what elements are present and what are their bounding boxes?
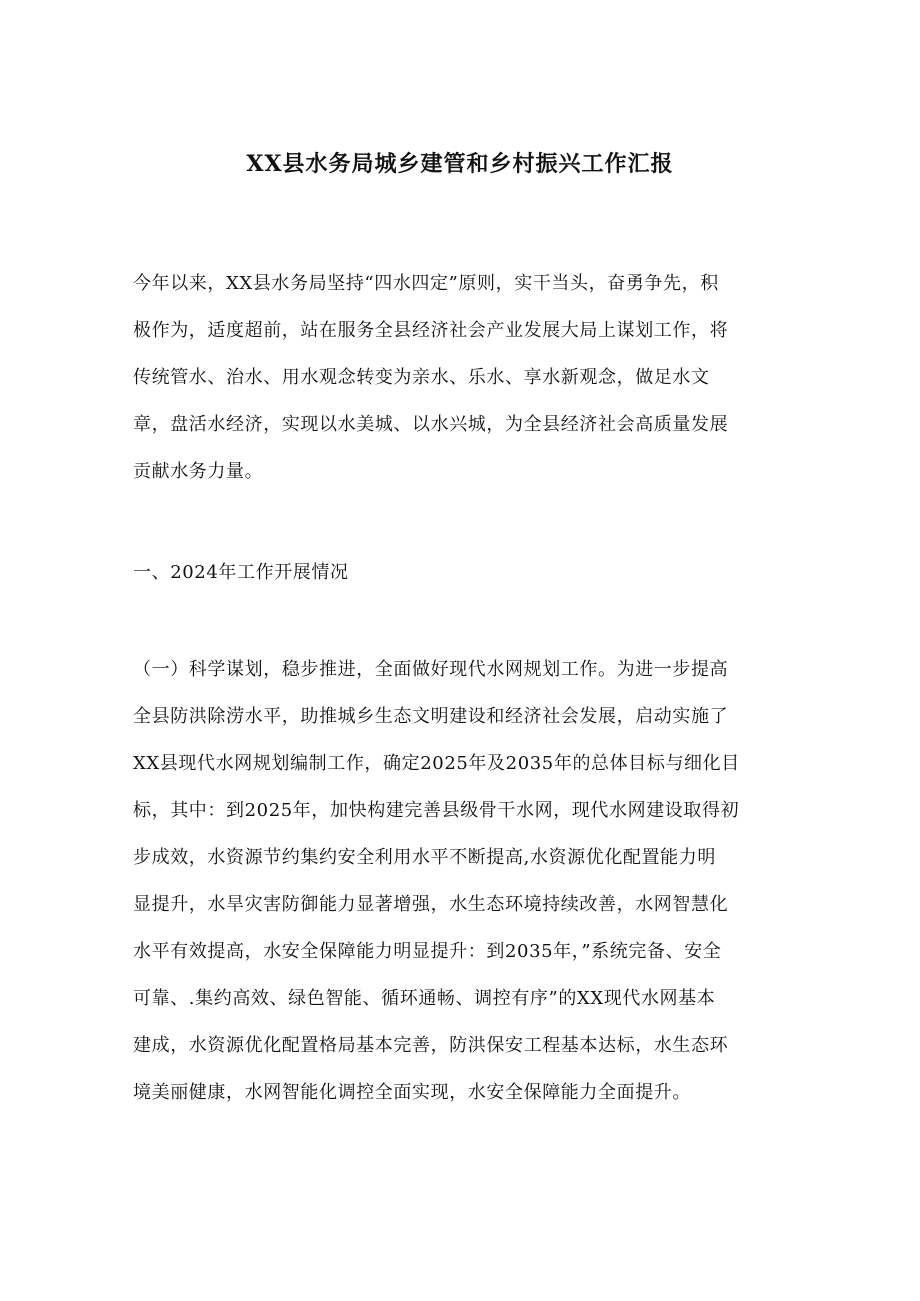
intro-line: 章，盘活水经济，实现以水美城、以水兴城，为全县经济社会高质量发展 (133, 414, 729, 435)
intro-line: 贡献水务力量。 (133, 461, 264, 482)
section-heading (133, 549, 783, 596)
section-1-paragraph (133, 646, 783, 1116)
section-1-line: 境美丽健康，水网智能化调控全面实现，水安全保障能力全面提升。 (133, 1082, 691, 1103)
intro-line: 传统管水、治水、用水观念转变为亲水、乐水、享水新观念，做足水文 (133, 367, 710, 388)
section-1-line: （一）科学谋划，稳步推进，全面做好现代水网规划工作。为进一步提高 (133, 659, 729, 680)
section-1-line: 标，其中：到2025年，加快构建完善县级骨干水网，现代水网建设取得初 (133, 800, 740, 821)
section-1-line: 建成，水资源优化配置格局基本完善，防洪保安工程基本达标，水生态环 (133, 1035, 729, 1056)
section-1-line: 全县防洪除涝水平，助推城乡生态文明建设和经济社会发展，启动实施了 (133, 706, 729, 727)
section-1-line: 水平有效提高，水安全保障能力明显提升：到2035年，”系统完备、安全 (133, 941, 722, 962)
intro-line: 极作为，适度超前，站在服务全县经济社会产业发展大局上谋划工作，将 (133, 320, 729, 341)
section-1-line: 可靠、.集约高效、绿色智能、循环通畅、调控有序”的XX现代水网基本 (133, 988, 716, 1009)
intro-paragraph (133, 260, 783, 495)
intro-line: 今年以来，XX县水务局坚持“四水四定”原则，实干当头，奋勇争先，积 (133, 273, 719, 294)
section-1-line: 步成效，水资源节约集约安全利用水平不断提高,水资源优化配置能力明 (133, 847, 716, 868)
section-1-line: XX县现代水网规划编制工作，确定2025年及2035年的总体目标与细化目 (133, 753, 740, 774)
section-heading-text: 一、2024年工作开展情况 (133, 562, 349, 583)
document-title: XX县水务局城乡建管和乡村振兴工作汇报 (246, 151, 674, 177)
section-1-line: 显提升，水旱灾害防御能力显著增强，水生态环境持续改善，水网智慧化 (133, 894, 729, 915)
